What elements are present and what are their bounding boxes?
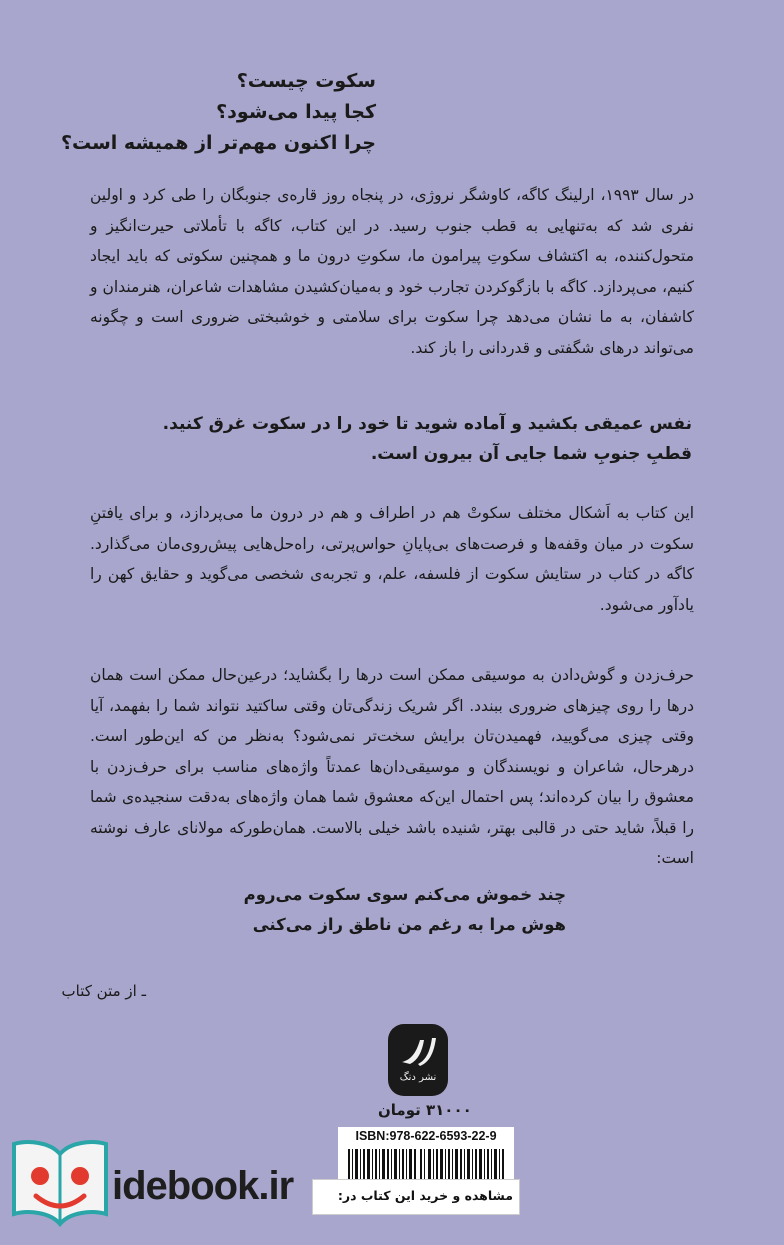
question-3: چرا اکنون مهم‌تر از همیشه است؟ xyxy=(60,132,376,154)
publisher-name: نشر دنگ xyxy=(399,1072,437,1083)
question-2: کجا پیدا می‌شود؟ xyxy=(216,101,376,123)
isbn-text: ISBN:978-622-6593-22-9 xyxy=(355,1129,497,1143)
purchase-banner[interactable] xyxy=(312,1179,520,1215)
book-logo-icon[interactable] xyxy=(10,1136,110,1232)
purchase-banner-text: مشاهده و خرید این کتاب در: xyxy=(337,1188,513,1203)
source-credit: ـ از متن کتاب xyxy=(61,982,146,1000)
body-paragraph-3: حرف‌زدن و گوش‌دادن به موسیقی ممکن است درها را بگشاید؛ درعین‌حال ممکن است همان درها را روی چیزهای ضروری ببندد. اگر شریک زندگی‌تان وقتی ساکتید نتواند شما را بفهمد، آیا وقتی چیزی می‌گویید، فهمیدن‌تان برایش سخت‌تر نمی‌شود؟ به‌نظر من که این‌طور است. درهرحال، شاعران و نویسندگان و موسیقی‌دان‌ها عمدتاً واژه‌های مناسب برای حرف‌زدن با معشوق را بیان کرده‌اند؛ پس احتمال این‌که معشوق شما همان واژه‌های به‌دقت سنجیده‌ی شما را قبلاً، شاید حتی در قالبی بهتر، شنیده باشد خیلی بالاست. همان‌طورکه مولانای عارف نوشته است: xyxy=(90,666,694,867)
price-label: ۳۱۰۰۰ تومان xyxy=(378,1101,472,1119)
poem-line-1: چند خموش می‌کنم سوی سکوت می‌روم xyxy=(243,885,566,904)
highlight-line-2: قطبِ جنوبِ شما جایی آن بیرون است. xyxy=(370,444,692,464)
watermark-site[interactable]: idebook.ir xyxy=(112,1164,294,1208)
questions-block xyxy=(36,66,376,159)
poem-block xyxy=(166,880,566,940)
publisher-logo xyxy=(388,1024,448,1096)
body-paragraph-2: این کتاب به اَشکال مختلف سکوتْ هم در اطراف و هم در درون ما می‌پردازد، و برای یافتنِ سکوت در میان وقفه‌ها و فرصت‌های بی‌پایانِ حواس‌پرتی، راه‌حل‌هایی پیش‌روی‌مان می‌گذارد. کاگه در کتاب در ستایش سکوت از فلسفه، علم، و تجربه‌ی شخصی می‌گوید و حقایق کهن را یادآور می‌شود. xyxy=(90,504,694,614)
intro-paragraph: در سال ۱۹۹۳، ارلینگ کاگه، کاوشگر نروژی، در پنجاه روز قاره‌ی جنوبگان را طی کرد و اولین نفری شد که به‌تنهایی به قطب جنوب رسید. در این کتاب، کاگه با تأملاتی حیرت‌انگیز و متحول‌کننده، به اکتشاف سکوتِ پیرامون ما، سکوتِ درون ما و همچنین سکوتی که باید ایجاد کنیم، می‌پردازد. کاگه با بازگوکردن تجارب خود و به‌میان‌کشیدن مشاهدات شاعران، هنرمندان و کاشفان، به ما نشان می‌دهد چرا سکوت برای سلامتی و خوشبختی ضروری است و چگونه می‌تواند درهای شگفتی و قدردانی را باز کند. xyxy=(90,186,694,357)
highlight-line-1: نفس عمیقی بکشید و آماده شوید تا خود را در سکوت غرق کنید. xyxy=(162,414,692,434)
poem-line-2: هوش مرا به رغم من ناطق راز می‌کنی xyxy=(252,915,566,934)
highlight-lines xyxy=(92,409,692,469)
publisher-bird-icon xyxy=(398,1034,438,1068)
question-1: سکوت چیست؟ xyxy=(236,70,376,92)
